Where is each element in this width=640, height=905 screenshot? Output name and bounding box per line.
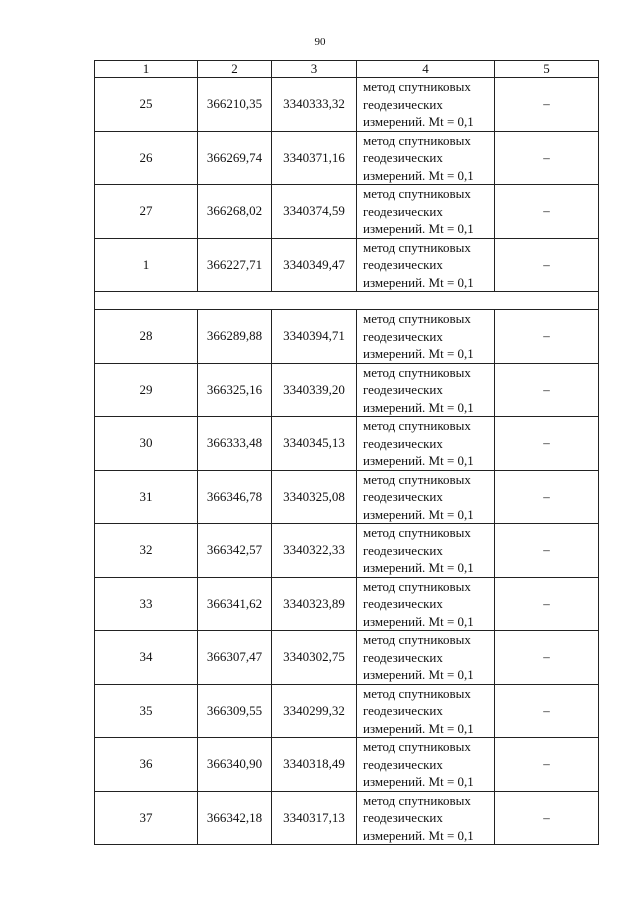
header-cell-5: 5 — [495, 61, 599, 78]
x-coordinate-cell: 366333,48 — [198, 417, 272, 471]
method-text-line: геодезических — [363, 435, 443, 451]
table-row — [95, 631, 599, 685]
point-number-cell: 32 — [95, 524, 198, 578]
header-row — [95, 61, 599, 78]
method-text-line: метод спутниковых — [363, 186, 471, 201]
method-text-line: измерений. Mt = 0,1 — [363, 346, 474, 361]
table-row — [95, 310, 599, 364]
method-text-line: метод спутниковых — [363, 739, 471, 754]
y-coordinate-cell: 3340394,71 — [272, 310, 357, 364]
y-coordinate-cell: 3340318,49 — [272, 738, 357, 792]
method-text-line: геодезических — [363, 328, 443, 344]
table-row — [95, 470, 599, 524]
method-text-line: метод спутниковых — [363, 132, 471, 148]
method-text-line: метод спутниковых — [363, 632, 471, 647]
x-coordinate-cell: 366346,78 — [198, 470, 272, 524]
method-text-line: измерений. Mt = 0,1 — [363, 774, 474, 789]
method-text-line: метод спутниковых — [363, 79, 471, 94]
separator-row — [95, 292, 599, 310]
method-text-line: геодезических — [363, 649, 443, 665]
method-cell — [357, 238, 495, 292]
method-text-line: метод спутниковых — [363, 525, 471, 540]
description-cell: – — [495, 78, 599, 132]
method-text-line: измерений. Mt = 0,1 — [363, 167, 474, 183]
method-text-line: измерений. Mt = 0,1 — [363, 114, 474, 129]
method-cell — [357, 577, 495, 631]
point-number-cell: 27 — [95, 185, 198, 239]
method-text-line: измерений. Mt = 0,1 — [363, 506, 474, 522]
point-number-cell: 31 — [95, 470, 198, 524]
description-cell: – — [495, 238, 599, 292]
header-cell-1: 1 — [95, 61, 198, 78]
table-row — [95, 417, 599, 471]
method-text-line: метод спутниковых — [363, 239, 471, 255]
y-coordinate-cell: 3340349,47 — [272, 238, 357, 292]
method-text-line: геодезических — [363, 542, 443, 558]
point-number-cell: 29 — [95, 363, 198, 417]
description-cell: – — [495, 470, 599, 524]
point-number-cell: 35 — [95, 684, 198, 738]
x-coordinate-cell: 366289,88 — [198, 310, 272, 364]
method-text-line: метод спутниковых — [363, 311, 471, 326]
method-text-line: метод спутниковых — [363, 364, 471, 380]
description-cell: – — [495, 131, 599, 185]
y-coordinate-cell: 3340345,13 — [272, 417, 357, 471]
method-text-line: измерений. Mt = 0,1 — [363, 560, 474, 575]
y-coordinate-cell: 3340374,59 — [272, 185, 357, 239]
method-text-line: геодезических — [363, 756, 443, 772]
header-cell-4: 4 — [357, 61, 495, 78]
method-text-line: измерений. Mt = 0,1 — [363, 613, 474, 629]
x-coordinate-cell: 366342,18 — [198, 791, 272, 845]
y-coordinate-cell: 3340323,89 — [272, 577, 357, 631]
y-coordinate-cell: 3340333,32 — [272, 78, 357, 132]
method-cell — [357, 684, 495, 738]
x-coordinate-cell: 366342,57 — [198, 524, 272, 578]
x-coordinate-cell: 366309,55 — [198, 684, 272, 738]
point-number-cell: 33 — [95, 577, 198, 631]
method-text-line: измерений. Mt = 0,1 — [363, 453, 474, 468]
y-coordinate-cell: 3340299,32 — [272, 684, 357, 738]
x-coordinate-cell: 366341,62 — [198, 577, 272, 631]
y-coordinate-cell: 3340371,16 — [272, 131, 357, 185]
point-number-cell: 34 — [95, 631, 198, 685]
y-coordinate-cell: 3340339,20 — [272, 363, 357, 417]
table-row — [95, 78, 599, 132]
description-cell: – — [495, 684, 599, 738]
point-number-cell: 25 — [95, 78, 198, 132]
point-number-cell: 37 — [95, 791, 198, 845]
description-cell: – — [495, 524, 599, 578]
description-cell: – — [495, 363, 599, 417]
method-text-line: измерений. Mt = 0,1 — [363, 667, 474, 682]
description-cell: – — [495, 185, 599, 239]
method-cell — [357, 417, 495, 471]
x-coordinate-cell: 366269,74 — [198, 131, 272, 185]
method-text-line: геодезических — [363, 96, 443, 112]
x-coordinate-cell: 366325,16 — [198, 363, 272, 417]
method-text-line: метод спутниковых — [363, 685, 471, 701]
method-text-line: метод спутниковых — [363, 471, 471, 487]
point-number-cell: 28 — [95, 310, 198, 364]
y-coordinate-cell: 3340322,33 — [272, 524, 357, 578]
table-body — [95, 61, 599, 845]
method-text-line: измерений. Mt = 0,1 — [363, 720, 474, 736]
separator-cell — [95, 292, 599, 310]
method-cell — [357, 524, 495, 578]
method-text-line: геодезических — [363, 703, 443, 718]
method-text-line: измерений. Mt = 0,1 — [363, 399, 474, 415]
method-text-line: метод спутниковых — [363, 418, 471, 433]
method-cell — [357, 131, 495, 185]
point-number-cell: 36 — [95, 738, 198, 792]
method-cell — [357, 78, 495, 132]
description-cell: – — [495, 577, 599, 631]
table-row — [95, 577, 599, 631]
description-cell: – — [495, 738, 599, 792]
method-cell — [357, 631, 495, 685]
method-text-line: геодезических — [363, 810, 443, 825]
point-number-cell: 26 — [95, 131, 198, 185]
method-text-line: геодезических — [363, 150, 443, 165]
method-text-line: измерений. Mt = 0,1 — [363, 221, 474, 236]
header-cell-3: 3 — [272, 61, 357, 78]
method-text-line: метод спутниковых — [363, 792, 471, 808]
method-cell — [357, 363, 495, 417]
description-cell: – — [495, 310, 599, 364]
x-coordinate-cell: 366340,90 — [198, 738, 272, 792]
description-cell: – — [495, 417, 599, 471]
method-text-line: метод спутниковых — [363, 578, 471, 594]
method-cell — [357, 310, 495, 364]
table-row — [95, 524, 599, 578]
header-cell-2: 2 — [198, 61, 272, 78]
method-text-line: измерений. Mt = 0,1 — [363, 827, 474, 843]
table-row — [95, 738, 599, 792]
method-text-line: геодезических — [363, 596, 443, 611]
table-row — [95, 131, 599, 185]
x-coordinate-cell: 366268,02 — [198, 185, 272, 239]
table-row — [95, 238, 599, 292]
x-coordinate-cell: 366307,47 — [198, 631, 272, 685]
y-coordinate-cell: 3340317,13 — [272, 791, 357, 845]
x-coordinate-cell: 366227,71 — [198, 238, 272, 292]
coordinates-table — [94, 60, 599, 845]
method-text-line: геодезических — [363, 257, 443, 272]
table-row — [95, 684, 599, 738]
method-text-line: геодезических — [363, 382, 443, 397]
table-row — [95, 185, 599, 239]
table-row — [95, 791, 599, 845]
point-number-cell: 1 — [95, 238, 198, 292]
method-text-line: геодезических — [363, 489, 443, 504]
description-cell: – — [495, 791, 599, 845]
x-coordinate-cell: 366210,35 — [198, 78, 272, 132]
method-text-line: геодезических — [363, 203, 443, 219]
method-cell — [357, 791, 495, 845]
page-number: 90 — [314, 36, 326, 48]
y-coordinate-cell: 3340325,08 — [272, 470, 357, 524]
method-text-line: измерений. Mt = 0,1 — [363, 274, 474, 290]
y-coordinate-cell: 3340302,75 — [272, 631, 357, 685]
point-number-cell: 30 — [95, 417, 198, 471]
table-row — [95, 363, 599, 417]
method-cell — [357, 738, 495, 792]
method-cell — [357, 185, 495, 239]
description-cell: – — [495, 631, 599, 685]
method-cell — [357, 470, 495, 524]
